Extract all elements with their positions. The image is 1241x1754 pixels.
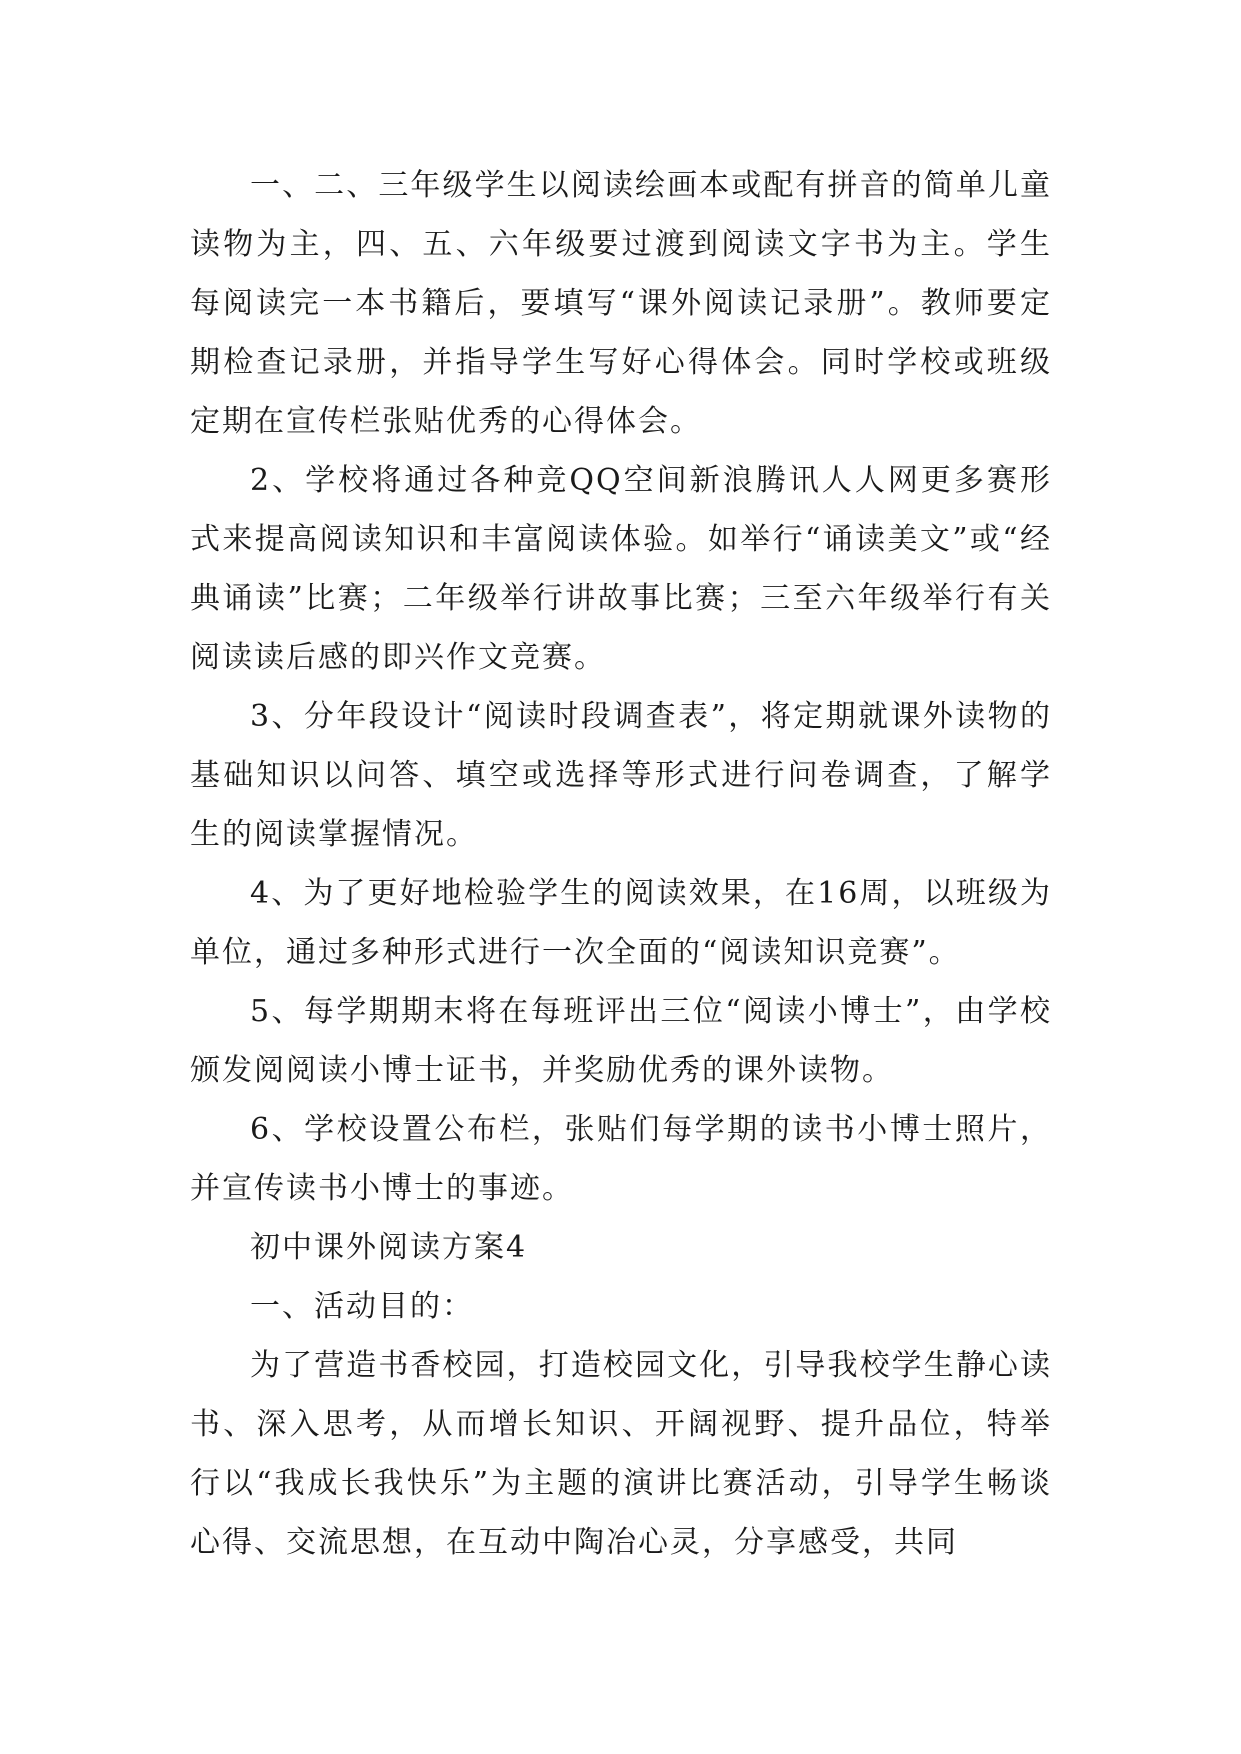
paragraph-item-5-reading-doctor: 5、每学期期末将在每班评出三位“阅读小博士”，由学校颁发阅阅读小博士证书，并奖励优秀的课外读物。 <box>190 994 1052 1088</box>
document-body <box>190 156 1052 1572</box>
paragraph-item-4-knowledge-contest: 4、为了更好地检验学生的阅读效果，在16周，以班级为单位，通过多种形式进行一次全面的“阅读知识竞赛”。 <box>190 876 1052 970</box>
section-heading: 初中课外阅读方案4 <box>250 1230 528 1265</box>
paragraph-item-3-survey: 3、分年段设计“阅读时段调查表”，将定期就课外读物的基础知识以问答、填空或选择等形式进行问卷调查，了解学生的阅读掌握情况。 <box>190 699 1052 852</box>
paragraph-item-2-competitions: 2、学校将通过各种竞QQ空间新浪腾讯人人网更多赛形式来提高阅读知识和丰富阅读体验。如举行“诵读美文”或“经典诵读”比赛；二年级举行讲故事比赛；三至六年级举行有关阅读读后感的即兴作文竞赛。 <box>190 463 1052 675</box>
subheading-activity-purpose: 一、活动目的： <box>250 1289 474 1324</box>
paragraph-item-6-bulletin-board: 6、学校设置公布栏，张贴们每学期的读书小博士照片，并宣传读书小博士的事迹。 <box>190 1112 1052 1206</box>
paragraph-activity-purpose: 为了营造书香校园，打造校园文化，引导我校学生静心读书、深入思考，从而增长知识、开阔视野、提升品位，特举行以“我成长我快乐”为主题的演讲比赛活动，引导学生畅谈心得、交流思想，在互动中陶冶心灵，分享感受，共同 <box>190 1348 1052 1560</box>
paragraph-reading-grades: 一、二、三年级学生以阅读绘画本或配有拼音的简单儿童读物为主，四、五、六年级要过渡到阅读文字书为主。学生每阅读完一本书籍后，要填写“课外阅读记录册”。教师要定期检查记录册，并指导学生写好心得体会。同时学校或班级定期在宣传栏张贴优秀的心得体会。 <box>190 168 1052 439</box>
